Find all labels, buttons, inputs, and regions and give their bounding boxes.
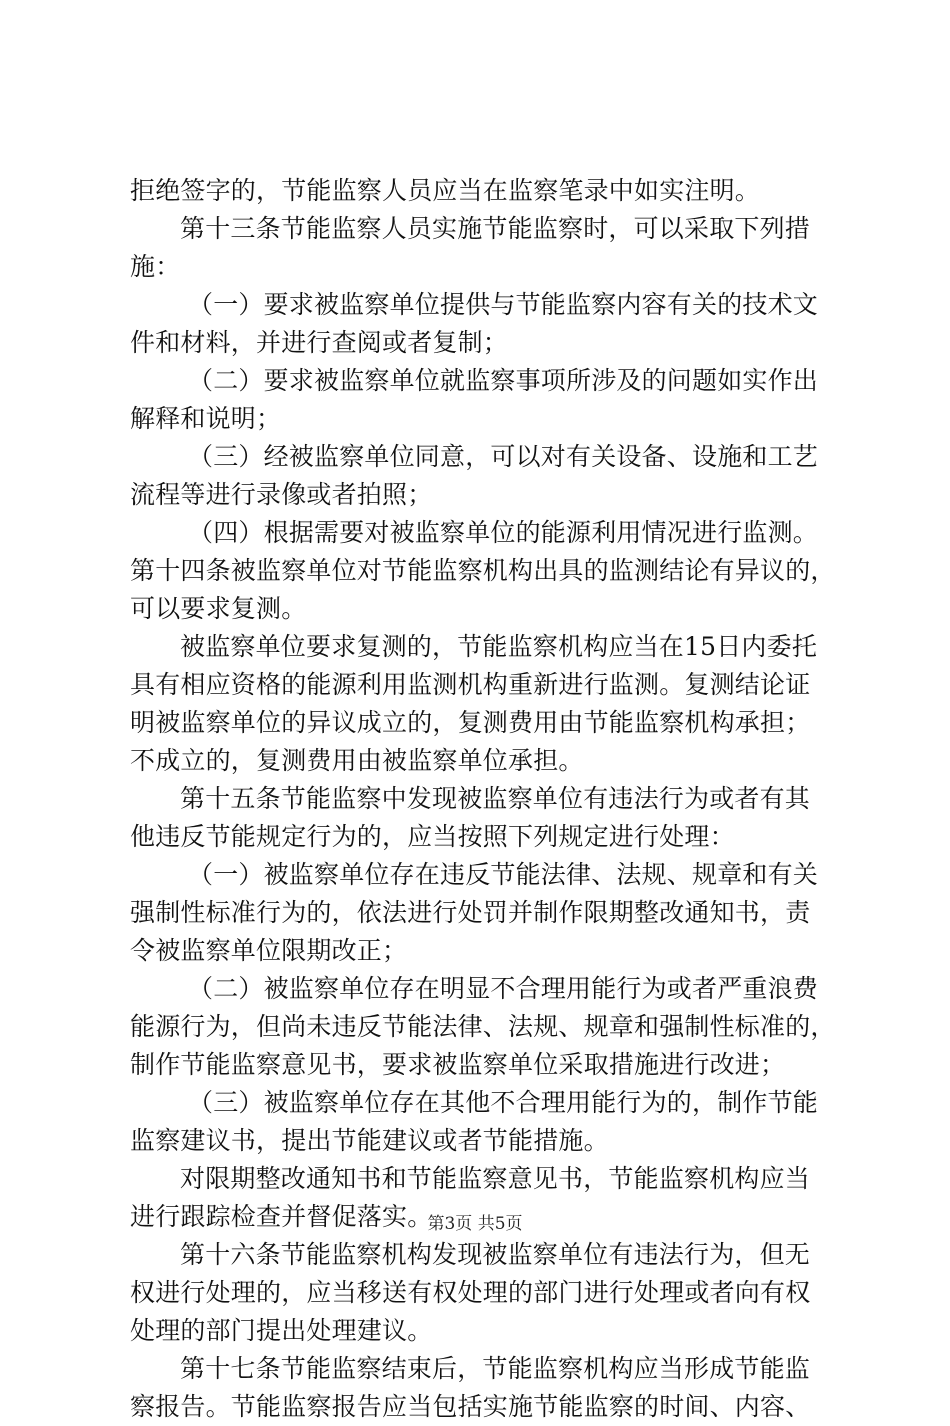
- text-line: 明被监察单位的异议成立的，复测费用由节能监察机构承担；: [130, 708, 811, 737]
- page-footer: 第3页 共5页: [427, 1214, 523, 1234]
- text-line: 可以要求复测。: [130, 594, 307, 623]
- text-line: 件和材料，并进行查阅或者复制；: [130, 328, 509, 357]
- text-line: 权进行处理的，应当移送有权处理的部门进行处理或者向有权: [130, 1278, 811, 1307]
- text-line: 拒绝签字的，节能监察人员应当在监察笔录中如实注明。: [130, 176, 761, 205]
- text-line: （二）要求被监察单位就监察事项所涉及的问题如实作出: [188, 366, 819, 395]
- text-line: 监察建议书，提出节能建议或者节能措施。: [130, 1126, 609, 1155]
- text-line: 第十四条被监察单位对节能监察机构出具的监测结论有异议的，: [130, 556, 836, 585]
- text-line: （一）要求被监察单位提供与节能监察内容有关的技术文: [188, 290, 819, 319]
- text-line: 被监察单位要求复测的，节能监察机构应当在15日内委托: [180, 632, 818, 661]
- text-line: 处理的部门提出处理建议。: [130, 1316, 433, 1345]
- text-line: 对限期整改通知书和节能监察意见书，节能监察机构应当: [180, 1164, 811, 1193]
- text-line: 第十七条节能监察结束后，节能监察机构应当形成节能监: [180, 1354, 811, 1383]
- text-line: 第十五条节能监察中发现被监察单位有违法行为或者有其: [180, 784, 811, 813]
- text-line: （四）根据需要对被监察单位的能源利用情况进行监测。: [188, 518, 819, 547]
- text-line: （二）被监察单位存在明显不合理用能行为或者严重浪费: [188, 974, 819, 1003]
- text-line: 施：: [130, 252, 181, 281]
- text-line: 不成立的，复测费用由被监察单位承担。: [130, 746, 584, 775]
- text-line: 他违反节能规定行为的，应当按照下列规定进行处理：: [130, 822, 735, 851]
- text-line: 强制性标准行为的，依法进行处罚并制作限期整改通知书，责: [130, 898, 811, 927]
- text-line: 具有相应资格的能源利用监测机构重新进行监测。复测结论证: [130, 670, 811, 699]
- text-line: 流程等进行录像或者拍照；: [130, 480, 433, 509]
- text-line: 第十六条节能监察机构发现被监察单位有违法行为，但无: [180, 1240, 811, 1269]
- document-body: [130, 172, 836, 1426]
- text-line: 能源行为，但尚未违反节能法律、法规、规章和强制性标准的，: [130, 1012, 836, 1041]
- text-line: 令被监察单位限期改正；: [130, 936, 408, 965]
- text-line: （三）经被监察单位同意，可以对有关设备、设施和工艺: [188, 442, 819, 471]
- text-line: 进行跟踪检查并督促落实。: [130, 1202, 433, 1231]
- text-line: （三）被监察单位存在其他不合理用能行为的，制作节能: [188, 1088, 819, 1117]
- text-line: 察报告。节能监察报告应当包括实施节能监察的时间、内容、: [130, 1392, 811, 1421]
- text-line: 制作节能监察意见书，要求被监察单位采取措施进行改进；: [130, 1050, 786, 1079]
- text-line: （一）被监察单位存在违反节能法律、法规、规章和有关: [188, 860, 819, 889]
- text-line: 解释和说明；: [130, 404, 282, 433]
- text-line: 第十三条节能监察人员实施节能监察时，可以采取下列措: [180, 214, 811, 243]
